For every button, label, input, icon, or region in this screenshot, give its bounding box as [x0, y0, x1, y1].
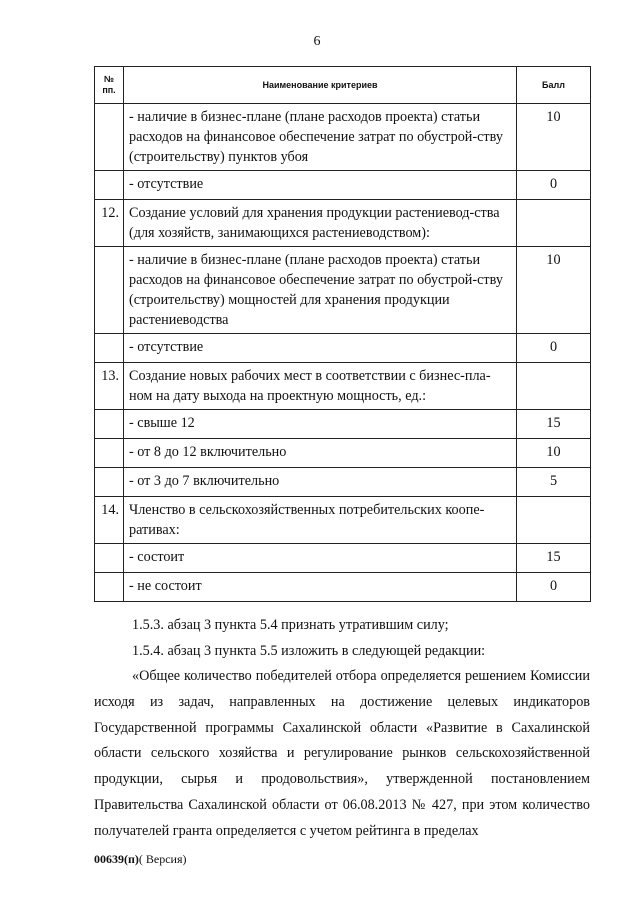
row-criterion: - от 8 до 12 включительно — [124, 439, 517, 468]
row-score: 0 — [517, 171, 591, 200]
row-score: 15 — [517, 544, 591, 573]
row-score: 15 — [517, 410, 591, 439]
row-criterion: - наличие в бизнес-плане (плане расходов проекта) статьи расходов на финансовое обеспечение затрат по обустрой-ству (строительству) мощностей для хранения продукции растениеводства — [124, 247, 517, 334]
paragraph-1-5-3: 1.5.3. абзац 3 пункта 5.4 признать утратившим силу; — [132, 617, 449, 633]
row-criterion: - от 3 до 7 включительно — [124, 468, 517, 497]
table-row — [95, 410, 591, 439]
row-criterion: Членство в сельскохозяйственных потребительских коопе-ративах: — [124, 497, 517, 544]
paragraph-1-5-4: 1.5.4. абзац 3 пункта 5.5 изложить в следующей редакции: — [132, 643, 486, 659]
table-row — [95, 334, 591, 363]
row-criterion: - свыше 12 — [124, 410, 517, 439]
table-row — [95, 200, 591, 247]
table-row — [95, 247, 591, 334]
table-row — [95, 468, 591, 497]
row-score — [517, 200, 591, 247]
row-score: 10 — [517, 439, 591, 468]
paragraph-quote: «Общее количество победителей отбора определяется решением Комиссии исходя из задач, направленных на достижение целевых индикаторов Государственной программы Сахалинской области «Развитие в Сахалинской области сельского хозяйства и регулирование рынков сельскохозяйственной продукции, сырья и продовольствия», утвержденной постановлением Правительства Сахалинской области от 06.08.2013 № 427, при этом количество получателей гранта определяется с учетом рейтинга в пределах — [94, 668, 590, 839]
row-score: 0 — [517, 334, 591, 363]
row-num — [95, 334, 124, 363]
row-num: 13. — [95, 363, 124, 410]
row-score: 10 — [517, 104, 591, 171]
document-code-number: 00639(п) — [94, 852, 139, 866]
header-num: № пп. — [95, 67, 124, 104]
row-num — [95, 439, 124, 468]
table-row — [95, 497, 591, 544]
row-num: 12. — [95, 200, 124, 247]
document-code — [94, 852, 187, 867]
row-criterion: Создание новых рабочих мест в соответствии с бизнес-пла-ном на дату выхода на проектную мощность, ед.: — [124, 363, 517, 410]
row-score: 0 — [517, 573, 591, 602]
row-score — [517, 363, 591, 410]
row-num: 14. — [95, 497, 124, 544]
criteria-table — [94, 66, 591, 602]
table-row — [95, 104, 591, 171]
row-num — [95, 104, 124, 171]
table-row — [95, 171, 591, 200]
row-score — [517, 497, 591, 544]
row-criterion: Создание условий для хранения продукции растениевод-ства (для хозяйств, занимающихся растениеводством): — [124, 200, 517, 247]
document-version: ( Версия) — [138, 852, 187, 866]
row-num — [95, 171, 124, 200]
row-num — [95, 544, 124, 573]
table-row — [95, 439, 591, 468]
table-row — [95, 573, 591, 602]
table-row — [95, 544, 591, 573]
row-num — [95, 410, 124, 439]
row-num — [95, 247, 124, 334]
row-criterion: - не состоит — [124, 573, 517, 602]
header-name: Наименование критериев — [124, 67, 517, 104]
row-criterion: - отсутствие — [124, 171, 517, 200]
row-num — [95, 468, 124, 497]
row-criterion: - состоит — [124, 544, 517, 573]
row-criterion: - наличие в бизнес-плане (плане расходов проекта) статьи расходов на финансовое обеспечение затрат по обустрой-ству (строительству) пунктов убоя — [124, 104, 517, 171]
row-score: 10 — [517, 247, 591, 334]
row-score: 5 — [517, 468, 591, 497]
row-num — [95, 573, 124, 602]
header-score: Балл — [517, 67, 591, 104]
row-criterion: - отсутствие — [124, 334, 517, 363]
table-header-row — [95, 67, 591, 104]
table-row — [95, 363, 591, 410]
page-number: 6 — [313, 34, 321, 49]
